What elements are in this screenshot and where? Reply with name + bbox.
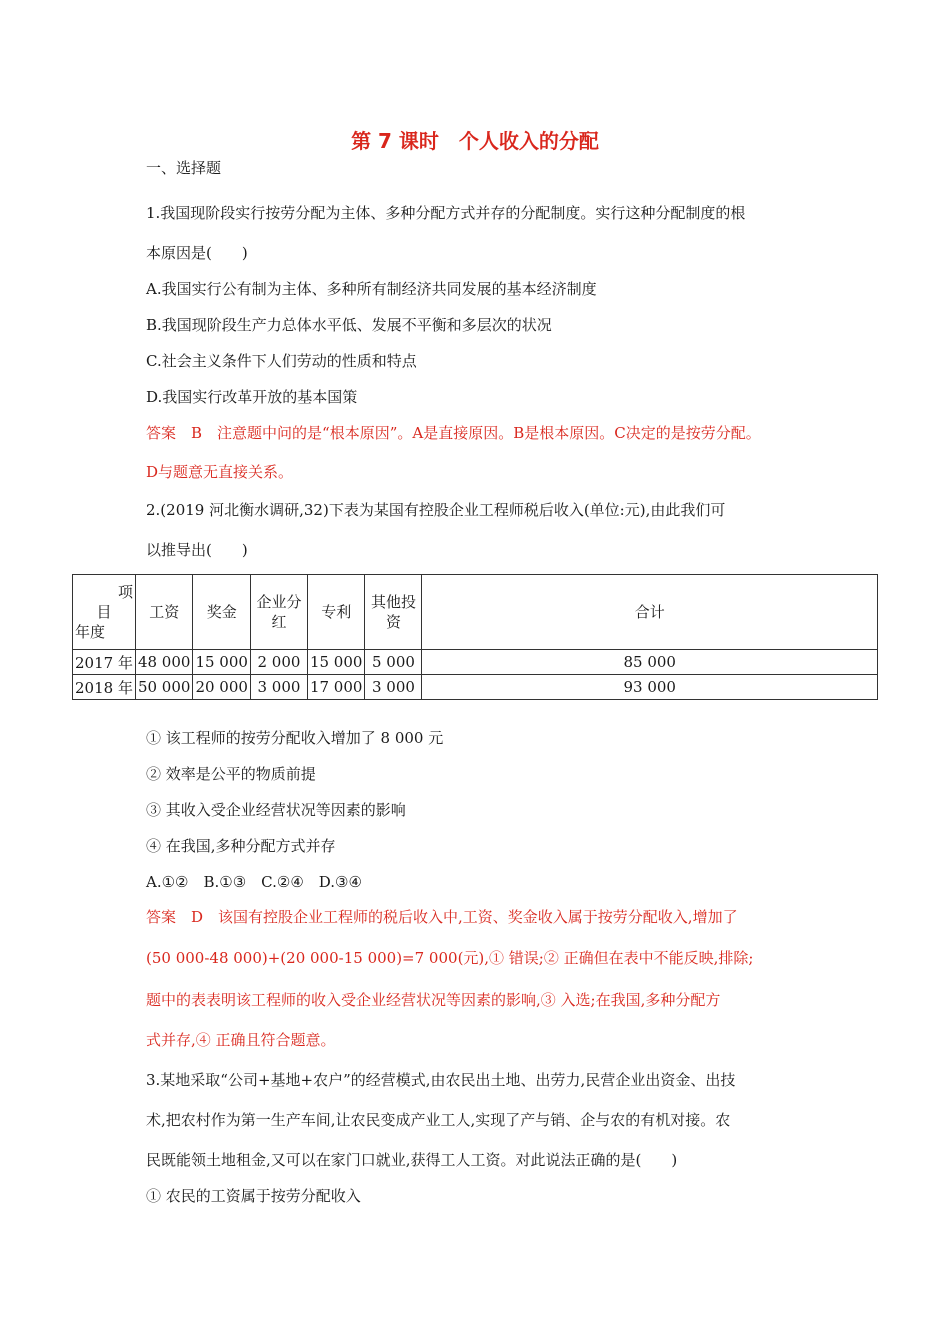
table-cell: 20 000	[193, 675, 251, 700]
q1-option-a: A.我国实行公有制为主体、多种所有制经济共同发展的基本经济制度	[146, 280, 597, 298]
q2-statement-4: ④ 在我国,多种分配方式并存	[146, 837, 336, 855]
q3-stem-line3: 民既能领土地租金,又可以在家门口就业,获得工人工资。对此说法正确的是( )	[146, 1151, 678, 1169]
corner-label-bottom: 年度	[75, 623, 106, 641]
q2-choices: A.①② B.①③ C.②④ D.③④	[146, 873, 362, 891]
table-cell: 2018 年	[73, 675, 136, 700]
table-cell: 85 000	[422, 650, 878, 675]
table-cell: 2017 年	[73, 650, 136, 675]
q2-statement-3: ③ 其收入受企业经营状况等因素的影响	[146, 801, 406, 819]
table-row	[73, 650, 878, 675]
q1-option-b: B.我国现阶段生产力总体水平低、发展不平衡和多层次的状况	[146, 316, 552, 334]
q2-answer-line2: (50 000-48 000)+(20 000-15 000)=7 000(元),① 错误;② 正确但在表中不能反映,排除;	[146, 949, 754, 967]
table-cell: 3 000	[365, 675, 422, 700]
q2-statement-2: ② 效率是公平的物质前提	[146, 765, 316, 783]
column-header: 企业分红	[250, 575, 307, 650]
q3-statement-1: ① 农民的工资属于按劳分配收入	[146, 1187, 361, 1205]
table-cell: 50 000	[135, 675, 193, 700]
table-row	[73, 675, 878, 700]
table-corner-header	[73, 575, 136, 650]
q2-stem-line1: 2.(2019 河北衡水调研,32)下表为某国有控股企业工程师税后收入(单位:元),由此我们可	[146, 501, 726, 519]
q1-stem-line2: 本原因是( )	[146, 244, 248, 262]
column-header: 其他投资	[365, 575, 422, 650]
table-cell: 17 000	[307, 675, 365, 700]
q2-answer-line1: 答案 D 该国有控股企业工程师的税后收入中,工资、奖金收入属于按劳分配收入,增加了	[146, 908, 738, 926]
q3-stem-line1: 3.某地采取“公司+基地+农户”的经营模式,由农民出土地、出劳力,民营企业出资金、出技	[146, 1071, 736, 1089]
table-cell: 93 000	[422, 675, 878, 700]
section-heading: 一、选择题	[146, 159, 222, 177]
column-header: 奖金	[193, 575, 251, 650]
table-cell: 15 000	[307, 650, 365, 675]
table-cell: 15 000	[193, 650, 251, 675]
q3-stem-line2: 术,把农村作为第一生产车间,让农民变成产业工人,实现了产与销、企与农的有机对接。农	[146, 1111, 731, 1129]
corner-label-mid: 目	[96, 603, 112, 621]
q2-statement-1: ① 该工程师的按劳分配收入增加了 8 000 元	[146, 729, 444, 747]
q2-answer-line4: 式并存,④ 正确且符合题意。	[146, 1031, 336, 1049]
income-table	[72, 574, 878, 700]
q2-answer-line3: 题中的表表明该工程师的收入受企业经营状况等因素的影响,③ 入选;在我国,多种分配方	[146, 991, 721, 1009]
q1-answer-line2: D与题意无直接关系。	[146, 463, 294, 481]
column-header: 专利	[307, 575, 365, 650]
q1-answer-line1: 答案 B 注意题中问的是“根本原因”。A是直接原因。B是根本原因。C决定的是按劳分配。	[146, 424, 761, 442]
table-header-row	[73, 575, 878, 650]
corner-label-top: 项	[117, 583, 133, 601]
table-cell: 5 000	[365, 650, 422, 675]
q1-stem-line1: 1.我国现阶段实行按劳分配为主体、多种分配方式并存的分配制度。实行这种分配制度的根	[146, 204, 746, 222]
table-cell: 48 000	[135, 650, 193, 675]
table-cell: 3 000	[250, 675, 307, 700]
column-header: 工资	[135, 575, 193, 650]
page-title: 第 7 课时 个人收入的分配	[351, 129, 599, 153]
q1-option-d: D.我国实行改革开放的基本国策	[146, 388, 358, 406]
q2-stem-line2: 以推导出( )	[146, 541, 248, 559]
q1-option-c: C.社会主义条件下人们劳动的性质和特点	[146, 352, 417, 370]
column-header: 合计	[422, 575, 878, 650]
table-cell: 2 000	[250, 650, 307, 675]
